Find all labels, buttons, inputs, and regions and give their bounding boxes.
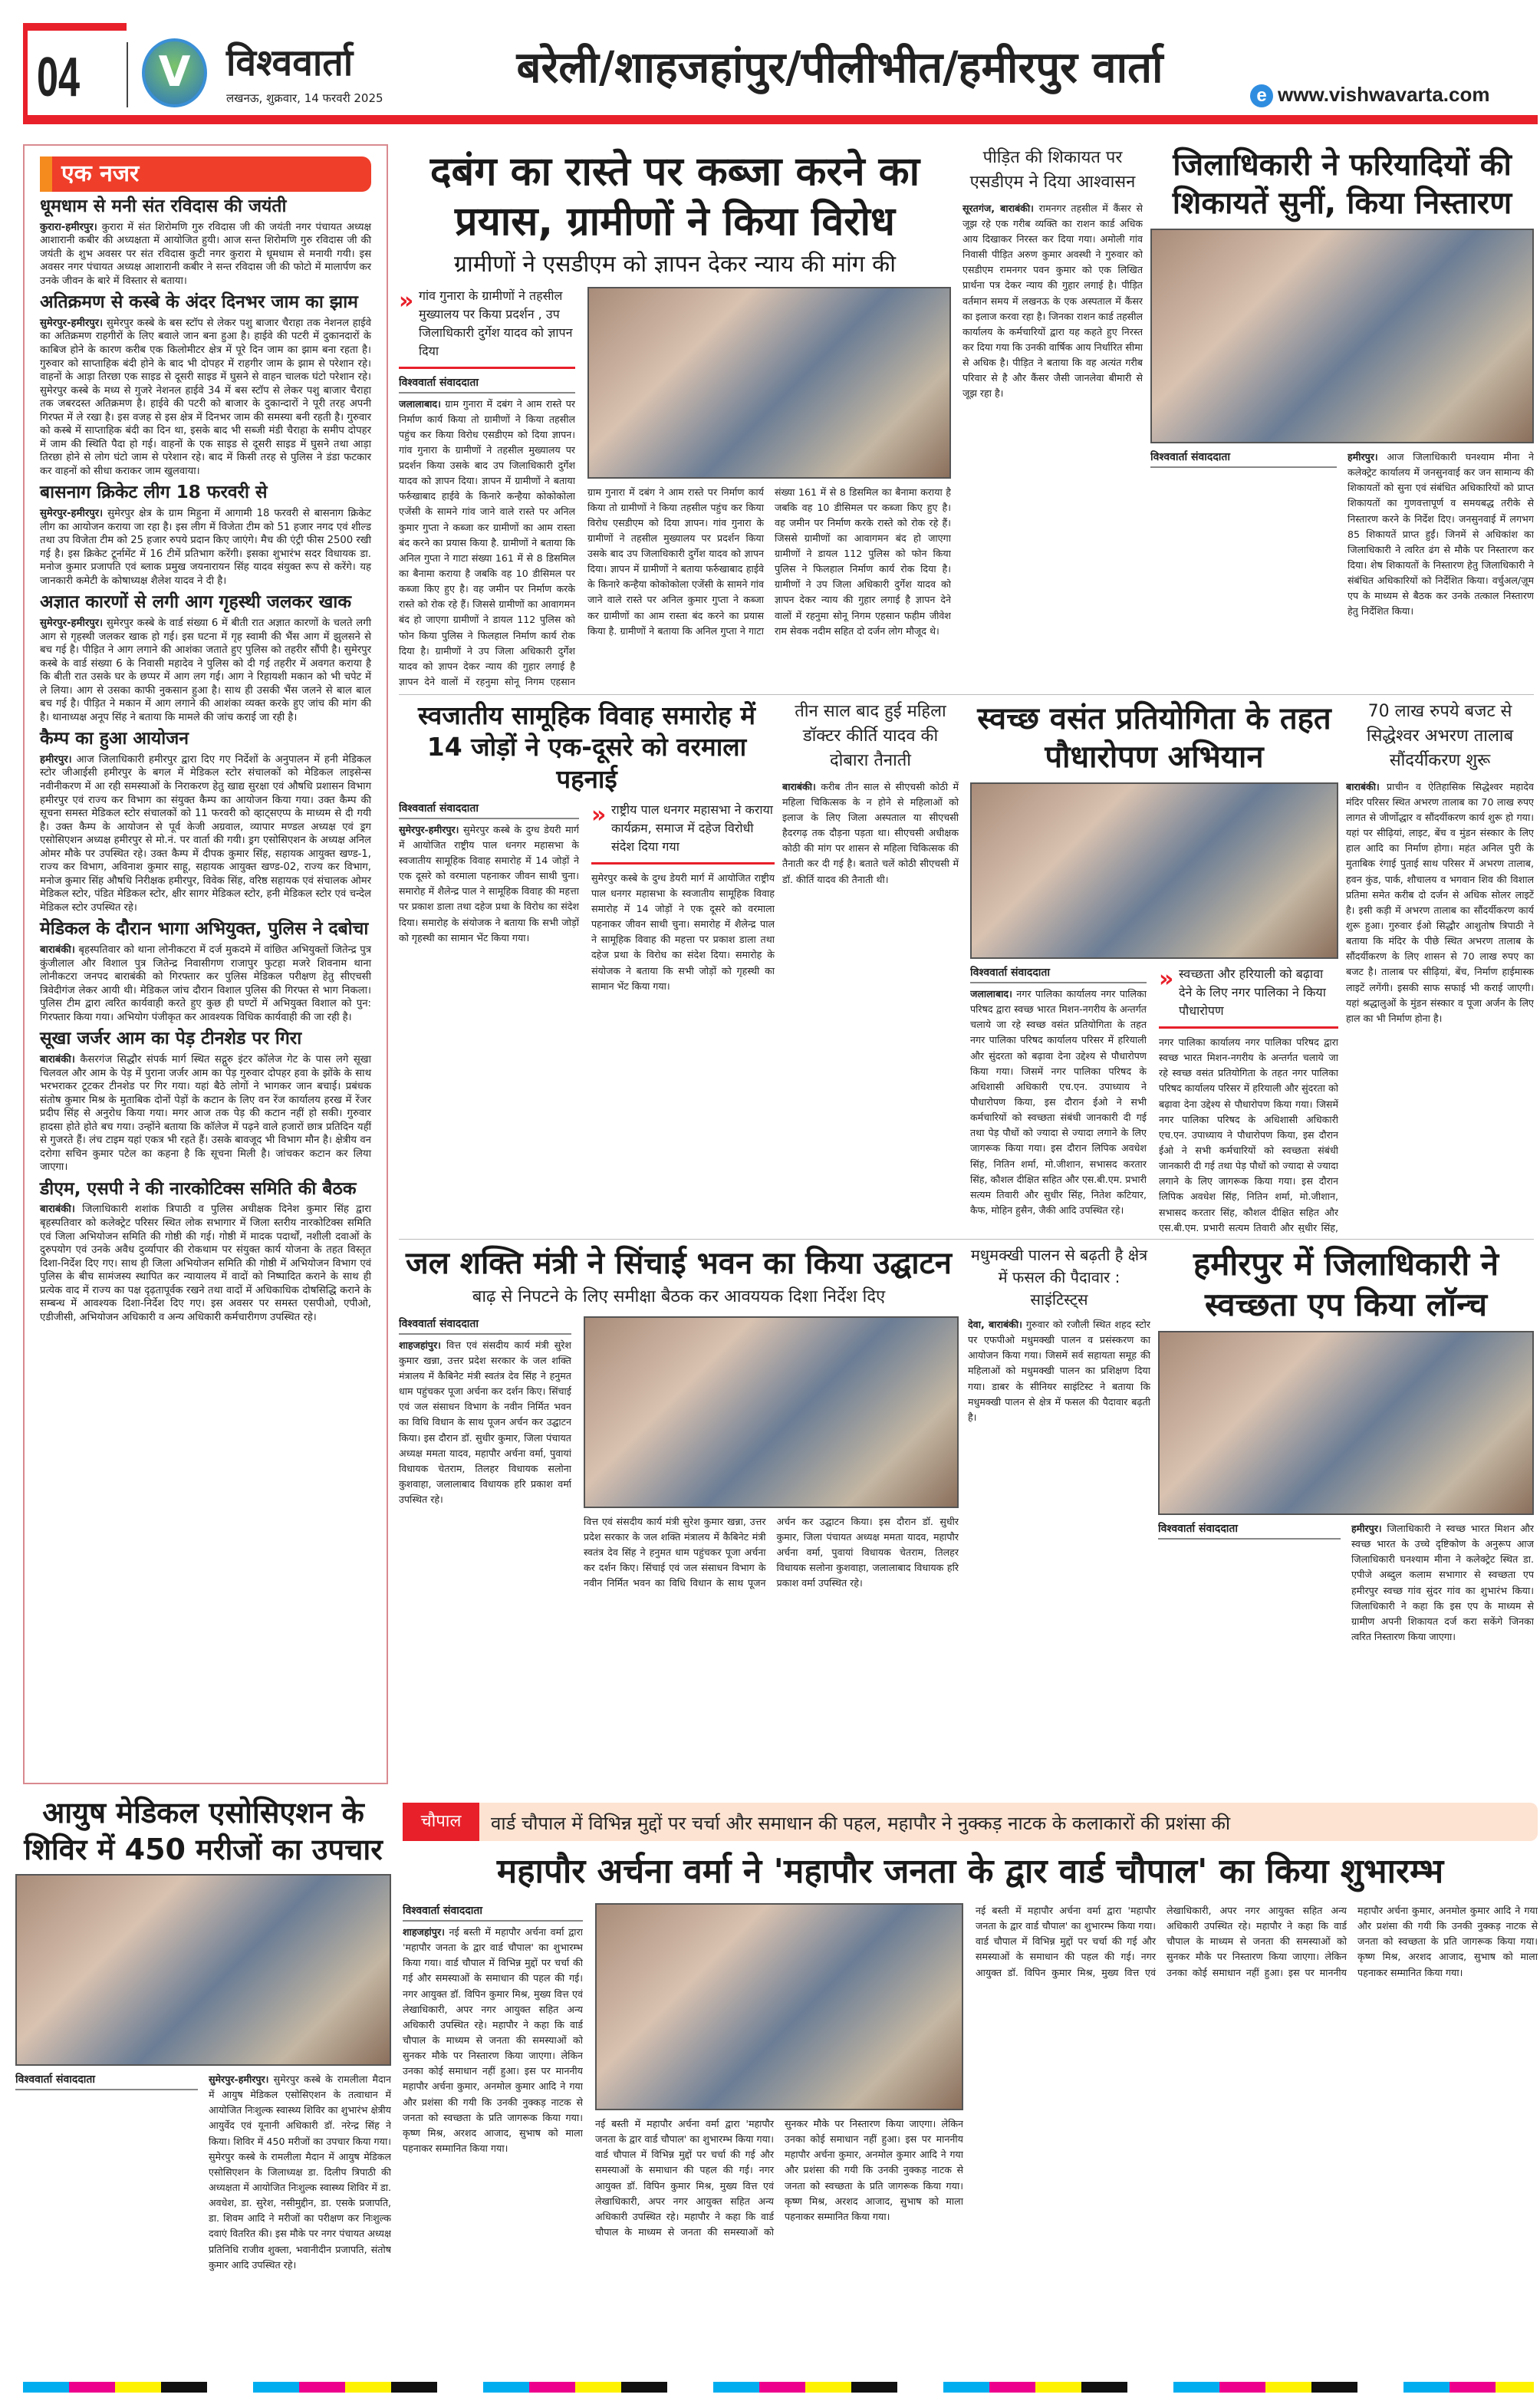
brief-text: सुमेरपुर कस्बे के वार्ड संख्या 6 में बीती रात अज्ञात कारणों के चलते लगी आग से गृहस्थी जलकर खाक हो गई। इस घटना में गृह स्वामी की भैंस आग में झुलसने से बच गई है। पीड़ित ने आग लगाने की आशंका जताते हुए पुलिस को तहरीर सौंपी है। सुमेरपुर कस्बे के वार्ड संख्या 6 के निवासी महादेव ने पुलिस को दी गई तहरीर में अवगत कराया है कि बीती रात उसके घर के छप्पर में आग लग गई। आग ने रिहायशी मकान को भी चपेट में ले लिया। आग से उसका काफी नुकसान हुआ है। साथ ही उसकी भैंस जलने से बाल बाल बच गई है। पीड़ित ने मकान में आग लगाने की आशंका व्यक्त करके हुए जांच की मांग की है। थानाध्यक्ष अनूप सिंह ने बताया कि मामले की जांच कराई जा रही है। xyxy=(40,617,371,723)
byline: विश्ववार्ता संवाददाता xyxy=(399,375,575,394)
ayush-story xyxy=(15,1795,391,2374)
dateline-place: सुमेरपुर-हमीरपुर। xyxy=(40,508,104,520)
dateline-place: जलालाबाद। xyxy=(399,397,441,410)
chaupal-headline-wrap xyxy=(403,1850,1538,1892)
jal-headline: जल शक्ति मंत्री ने सिंचाई भवन का किया उद्घाटन xyxy=(406,1246,952,1281)
dateline-place: सूरतगंज, बाराबंकी। xyxy=(962,202,1034,214)
website-url: www.vishwavarta.com xyxy=(1278,83,1490,106)
jal-body-continued: वित्त एवं संसदीय कार्य मंत्री सुरेश कुमार खन्ना, उत्तर प्रदेश सरकार के जल शक्ति मंत्रालय में कैबिनेट मंत्री स्वतंत्र देव सिंह ने हनुमत धाम पहुंचकर पूजा अर्चना कर दर्शन किए। सिंचाई एवं जल संसाधन विभाग के नवीन निर्मित भवन का विधि विधान के साथ पूजन अर्चन कर उद्घाटन किया। इस दौरान डॉ. सुधीर कुमार, जिला पंचायत अध्यक्ष ममता यादव, महापौर अर्चना वर्मा, पुवायां विधायक चेतराम, तिलहर विधायक सलोना कुशवाहा, जलालाबाद विधायक हरि प्रकाश वर्मा उपस्थित रहे। xyxy=(584,1515,959,1589)
byline: विश्ववार्ता संवाददाता xyxy=(1150,450,1337,468)
byline: विश्ववार्ता संवाददाता xyxy=(15,2072,198,2090)
chaupal-photo xyxy=(595,1903,963,2110)
header-red-bar xyxy=(23,115,1538,124)
jal-story xyxy=(399,1244,959,1781)
plantation-highlight: » स्वच्छता और हरियाली को बढ़ावा देने के लिए नगर पालिका ने किया पौधारोपण xyxy=(1159,965,1338,1029)
app-photo xyxy=(1158,1331,1534,1515)
jal-subhead: बाढ़ से निपटने के लिए समीक्षा बैठक कर आवययक दिशा निर्देश दिए xyxy=(472,1287,886,1306)
newspaper-logo-icon: V xyxy=(142,38,207,107)
brief-body xyxy=(40,1053,371,1174)
brief-headline: धूमधाम से मनी संत रविदास की जयंती xyxy=(40,196,287,216)
chaupal-story xyxy=(403,1803,1538,2374)
dateline-place: सुमेरपुर-हमीरपुर। xyxy=(399,823,459,835)
website-link[interactable] xyxy=(1250,83,1489,107)
brief-text: सुमेरपुर कस्बे के बस स्टॉप से लेकर पशु बाजार चैराहा तक नेशनल हाईवे का अतिक्रमण राहगीरों के लिए बवाले जान बना हुआ है। हाईवे की पटरी में दुकानदारों के काबिज होने के कारण करीब एक किलोमीटर क्षेत्र में पूरे दिन जाम का झाम बना रहता है। गुरुवार को साप्ताहिक बंदी होने के बाद भी दोपहर में राहगीर जाम के झाम से परेशान रहे। वाहनों के आड़ा तिरछा एक साइड से दूसरी साइड में घुसने से वाहन चालक घंटो परेशान रहे। सुमेरपुर कस्बे के मध्य से गुजरे नेशनल हाईवे 34 में बस स्टॉप से लेकर पशु बाजार चैराहा तक जबरदस्त अतिक्रमण है। हाईवे की पटरी को बाजार के दुकान्दारों ने पूरी तरह अपनी गिरफ्त में ले रखा है। इस वजह से इस क्षेत्र में दिनभर जाम की समस्या बनी रहती है। गुरुवार को कस्बे में साप्ताहिक बंदी का दिन था, इसके बाद भी सब्जी मंडी चैराहा के समीप दोपहर में जाम की स्थिति पैदा हो गई। वाहनों के एक साइड से दूसरी साइड में घुसने तथा आड़ा तिरछा होने से लोग घंटो जाम से परेशान रहे। बाद में किसी तरह से पुलिस ने डंडा फटकार कर वाहनों को सीधा कराकर जाम खुलवाया। xyxy=(40,317,371,477)
dateline-place: हमीरपुर। xyxy=(1348,451,1378,463)
sdm-body: रामनगर तहसील में कैंसर से जूझ रहे एक गरीब व्यक्ति का राशन कार्ड अधिक आय दिखाकर निरस्त कर दिया गया। अमोली गांव निवासी पीड़ित अरुण कुमार अवस्थी ने गुरुवार को एसडीएम रामनगर पवन कुमार को एक लिखित प्रार्थना पत्र देकर न्याय की गुहार लगाई है। पीड़ित वर्तमान समय में लखनऊ के एक अस्पताल में कैंसर का इलाज करवा रहा है। जिनका राशन कार्ड तहसील कार्यालय के कर्मचारियों द्वारा यह कहते हुए निरस्त कर दिया गया कि उनकी वार्षिक आय निर्धारित सीमा से अधिक है। पीड़ित ने बताया कि वह अत्यंत गरीब परिवार से है और कैंसर जैसी जानलेवा बीमारी से जूझ रहा है। xyxy=(962,202,1143,400)
brief-headline: बासनाग क्रिकेट लीग 18 फरवरी से xyxy=(40,483,268,503)
brief-headline: कैम्प का हुआ आयोजन xyxy=(40,729,189,749)
dm-body: आज जिलाधिकारी घनश्याम मीना ने कलेक्ट्रेट कार्यालय में जनसुनवाई कर जन सामान्य की शिकायतों को सुना एवं संबंधित अधिकारियों को प्राप्त शिकायतों का गुणवत्तापूर्ण व समयबद्ध तरीके से निस्तारण करने के निर्देश दिए। जनसुनवाई में लगभग 85 शिकायतें प्राप्त हुईं। जिनमें से अधिकांश का जिलाधिकारी ने त्वरित ढंग से मौके पर निस्तारण कर दिया। शेष शिकायतों के निस्तारण हेतु जिलाधिकारी ने संबंधित अधिकारियों को निर्देशित किया। वर्चुअल/ज़ूम एप के माध्यम से बैठक कर उनके तत्काल निस्तारण हेतु निर्देशित किया। xyxy=(1348,451,1534,618)
chaupal-kicker-wrap xyxy=(491,1810,1526,1836)
edition-title: बरेली/शाहजहांपुर/पीलीभीत/हमीरपुर वार्ता xyxy=(516,43,1163,93)
divider xyxy=(127,42,128,107)
page-tab-accent xyxy=(23,23,127,31)
pond-body: प्राचीन व ऐतिहासिक सिद्धेश्वर महादेव मंदिर परिसर स्थित अभरण तालाब का 70 लाख रुपए लागत से जीर्णोद्धार व सौंदर्यीकरण कार्य शुरू हो गया। यहां पर सीढ़ियां, लाइट, बेंच व मुंडन संस्कार के लिए हाल आदि का निर्माण होगा। महंत अनिल पुरी के मुताबिक रंगाई पुताई साथ परिसर में अभरण तालाब, हवन कुंड, पार्क, शौचालय व भगवान शिव की विशाल प्रतिमा समेत करीब दो दर्जन से अधिक सोलर लाइटें है। इसी कड़ी में अभरण तालाब का सौंदर्यीकरण कार्य शुरू हुआ। गुरुवार ईओ सिद्धौर आशुतोष त्रिपाठी ने बताया कि मंदिर के पीछे स्थित अभरण तालाब के सौंदर्यीकरण के लिए शासन से 70 लाख रुपए का बजट है। तालाब पर सीढ़ियां, बेंच, निर्माण हाईमास्क लाइटें लगेंगी। इसकी साफ सफाई भी कराई जाएगी। यहां श्रद्धालुओं के मुंडन संस्कार व पूजा अर्जन के लिए हाल का भी निर्माण होना है। xyxy=(1346,780,1534,1024)
brief-headline: अतिक्रमण से कस्बे के अंदर दिनभर जाम का झाम xyxy=(40,292,358,313)
color-registration-bar xyxy=(23,2382,1534,2393)
app-headline: हमीरपुर में जिलाधिकारी ने स्वच्छता एप किया लॉन्च xyxy=(1193,1245,1499,1323)
divider xyxy=(399,1239,1534,1240)
dm-body-block xyxy=(1150,450,1534,690)
dateline-place: कुरारा-हमीरपुर। xyxy=(40,221,97,233)
plantation-story xyxy=(970,700,1338,1233)
plantation-body-continued: नगर पालिका कार्यालय नगर पालिका परिषद द्वारा स्वच्छ भारत मिशन-नगरीय के अन्तर्गत चलाये जा रहे स्वच्छ वसंत प्रतियोगिता के तहत नगर पालिका परिषद कार्यालय परिसर में हरियाली और सुंदरता को बढ़ावा देना उद्देश्य से पौधारोपण किया गया। जिसमें नगर पालिका परिषद के अधिशासी अधिकारी एच.एन. उपाध्याय ने पौधारोपण किया, इस दौरान ईओ ने सभी कर्मचारियों को स्वच्छता संबंधी जानकारी दी गई तथा पेड़ पौधों को ज्यादा से ज्यादा लगाने के लिए जागरूक किया गया। इस दौरान लिपिक अवधेश सिंह, नितिन शर्मा, मो.जीशान, सभासद करतार सिंह, कौशल दीक्षित सहित और एस.बी.एम. प्रभारी सत्यम तिवारी और सुधीर सिंह, xyxy=(1159,1036,1338,1233)
sdm-story xyxy=(962,146,1143,690)
bee-story xyxy=(968,1244,1150,1781)
doctor-story xyxy=(782,700,959,1233)
pond-headline: 70 लाख रुपये बजट से सिद्धेश्वर अभरण तालाब सौंदर्यीकरण शुरू xyxy=(1366,702,1514,770)
brief-text: सुमेरपुर क्षेत्र के ग्राम मिहुना में आगामी 18 फरवरी से बासनाग क्रिकेट लीग का आयोजन कराया जा रहा है। इस लीग में विजेता टीम को 51 हजार नगद एवं शील्ड तथा उप विजेता टीम को 25 हजार रुपये प्रदान किए जाएंगे। मैच की एंट्री फीस 2500 रखी गई है। इस क्रिकेट टूर्नामेंट में 16 टीमें प्रतिभाग करेंगी। इसका शुभारंभ सदर विधायक डा. मनोज कुमार प्रजापति एवं ब्लाक प्रमुख जयनारायन सिंह यादव संयुक्त रूप से करेंगे। यह जानकारी कमेटी के कोषाध्यक्ष शैलेश यादव ने दी है। xyxy=(40,508,371,587)
chaupal-body-right: नई बस्ती में महापौर अर्चना वर्मा द्वारा 'महापौर जनता के द्वार वार्ड चौपाल' का शुभारम्भ किया गया। वार्ड चौपाल में विभिन्न मुद्दों पर चर्चा की गई और समस्याओं के समाधान की पहल की गई। नगर आयुक्त डॉ. विपिन कुमार मिश्र, मुख्य वित्त एवं लेखाधिकारी, अपर नगर आयुक्त सहित अन्य अधिकारी उपस्थित रहे। महापौर ने कहा कि वार्ड चौपाल के माध्यम से जनता की समस्याओं को सुनकर मौके पर निस्तारण किया जाएगा। लेकिन उनका कोई समाधान नहीं हुआ। इस पर माननीय महापौर अर्चना कुमार, अनमोल कुमार आदि ने गया और प्रशंसा की गयी कि उनकी नुक्कड़ नाटक से जनता को स्वच्छता के प्रति जागरूक किया गया। कृष्ण मिश्र, अरशद आजाद, सुभाष को माला पहनाकर सम्मानित किया गया। xyxy=(976,1905,1538,1978)
brief-text: कैसरगंज सिद्धौर संपर्क मार्ग स्थित सद्गुरु इंटर कॉलेज गेट के पास लगे सूखा चिलवल और आम के पेड़ में पुराना जर्जर आम का पेड़ गुरुवार दोपहर हवा के झोंके के साथ भरभराकर टूटकर टीनशेड पर गिर गया। यहां बैठे लोगों ने भागकर जान बचाई। प्रबंधक संतोष कुमार मिश्र के मुताबिक दोनों पेड़ों के कटान के लिए वन रेंज कार्यालय हरख में रेंजर प्रदीप सिंह से अनुरोध किया गया। मगर आज तक पेड़ की कटान नहीं हो सकी। गुरुवार हादसा होते होते बच गया। उन्होंने बताया कि कॉलेज में पढ़ने वाले हजारों छात्र प्रतिदिन यहीं से गुजरते हैं। लंच टाइम यहां एकत्र भी रहते हैं। उसके बावजूद भी विभाग मौन है। क्षेत्रीय वन दरोगा सचिन कुमार पटेल का कहना है कि सूचना मिली है। जांचकर कटान कर लिया जाएगा। xyxy=(40,1053,371,1174)
sdm-headline: पीड़ित की शिकायत पर एसडीएम ने दिया आश्वासन xyxy=(969,148,1136,192)
dateline-place: बाराबंकी। xyxy=(1346,780,1380,792)
ek-nazar-section xyxy=(23,144,388,1784)
plantation-headline: स्वच्छ वसंत प्रतियोगिता के तहत पौधारोपण अभियान xyxy=(977,701,1331,775)
brief-headline: मेडिकल के दौरान भागा अभियुक्त, पुलिस ने दबोचा xyxy=(40,919,369,940)
dateline-place: हमीरपुर। xyxy=(40,753,72,766)
browser-icon: e xyxy=(1250,84,1273,107)
brief-headline: सूखा जर्जर आम का पेड़ टीनशेड पर गिरा xyxy=(40,1029,302,1049)
brief-text: जिलाधिकारी शशांक त्रिपाठी व पुलिस अधीक्षक दिनेश कुमार सिंह द्वारा बृहस्पतिवार को कलेक्ट्रेट परिसर स्थित लोक सभागार में जिला स्तरीय नारकोटिक्स समिति एवं जिला अभियोजन समिति की गोष्ठी की गई। गोष्ठी में मादक पदार्थों, नशीली दवाओं के दुरुपयोग एवं उनके अवैध दुर्व्यापार की रोकथाम पर संयुक्त कार्य योजना के तहत विस्तृत दिशा-निर्देश दिए गए। साथ ही जिला अभियोजन समिति की गोष्ठी में अभियोजन विभाग एवं पुलिस के बीच सामंजस्य स्थापित कर न्यायालय में वादों को निष्पादित कराने के साथ ही प्रत्येक वाद में राज्य का पक्ष दृढ़तापूर्वक रखने तथा वादों में अधिकाधिक दोषसिद्धि कराने के सम्बन्ध में आवश्यक दिशा-निर्देश दिए गए। इस अवसर पर समस्त एसपीओ, एपीओ, एडीजीसी, अभियोजन अधिकारी व अन्य अधिकारी कर्मचारीगण उपस्थित रहे। xyxy=(40,1204,371,1323)
dateline-place: शाहजहांपुर। xyxy=(403,1926,445,1938)
dateline: लखनऊ, शुक्रवार, 14 फरवरी 2025 xyxy=(226,91,383,105)
ayush-headline: आयुष मेडिकल एसोसिएशन के शिविर में 450 मरीजों का उपचार xyxy=(24,1796,383,1866)
ayush-body: सुमेरपुर कस्बे के रामलीला मैदान में आयुष मेडिकल एसोसिएशन के तत्वाधान में आयोजित निःशुल्क स्वास्थ्य शिविर का शुभारंभ क्षेत्रीय आयुर्वेद एवं यूनानी अधिकारी डॉ. नरेन्द्र सिंह ने किया। शिविर में 450 मरीजों का उपचार किया गया। सुमेरपुर कस्बे के रामलीला मैदान में आयुष मेडिकल एसोसिएशन के जिलाध्यक्ष डा. दिलीप त्रिपाठी की अध्यक्षता में आयोजित निःशुल्क स्वास्थ्य शिविर में डा. अवधेश, डा. सुरेश, नसीमुद्दीन, डा. एसके प्रजापति, डा. शिवम आदि ने मरीजों का परीक्षण कर निःशुल्क दवाएं वितरित की। इस मौके पर नगर पंचायत अध्यक्ष प्रतिनिधि राजीव शुक्ला, भवानीदीन प्रजापति, संतोष कुमार आदि उपस्थित रहे। xyxy=(209,2073,391,2271)
bee-headline: मधुमक्खी पालन से बढ़ती है क्षेत्र में फसल की पैदावार : साइंटिस्ट्स xyxy=(970,1246,1148,1309)
chaupal-banner xyxy=(403,1803,1538,1841)
ayush-body-block xyxy=(15,2072,391,2374)
byline: विश्ववार्ता संवाददाता xyxy=(399,801,579,819)
doctor-body: करीब तीन साल से सीएचसी कोठी में महिला चिकित्सक के न होने से महिलाओं को इलाज के लिए जिला अस्पताल या सीएचसी हैदरगढ़ तक दौड़ना पड़ता था। सीएचसी अधीक्षक कोठी की मांग पर शासन से महिला चिकित्सक की तैनाती कर दी गई है। बताते चलें कोठी सीएचसी में डॉ. कीर्ति यादव की तैनाती थी। xyxy=(782,780,959,885)
chaupal-headline: महापौर अर्चना वर्मा ने 'महापौर जनता के द्वार वार्ड चौपाल' का किया शुभारम्भ xyxy=(496,1852,1444,1891)
dateline-place: हमीरपुर। xyxy=(1351,1523,1382,1534)
divider xyxy=(399,694,1534,695)
chaupal-body-continued: नई बस्ती में महापौर अर्चना वर्मा द्वारा 'महापौर जनता के द्वार वार्ड चौपाल' का शुभारम्भ किया गया। वार्ड चौपाल में विभिन्न मुद्दों पर चर्चा की गई और समस्याओं के समाधान की पहल की गई। नगर आयुक्त डॉ. विपिन कुमार मिश्र, मुख्य वित्त एवं लेखाधिकारी, अपर नगर आयुक्त सहित अन्य अधिकारी उपस्थित रहे। महापौर ने कहा कि वार्ड चौपाल के माध्यम से जनता की समस्याओं को सुनकर मौके पर निस्तारण किया जाएगा। लेकिन उनका कोई समाधान नहीं हुआ। इस पर माननीय महापौर अर्चना कुमार, अनमोल कुमार आदि ने गया और प्रशंसा की गयी कि उनकी नुक्कड़ नाटक से जनता को स्वच्छता के प्रति जागरूक किया गया। कृष्ण मिश्र, अरशद आजाद, सुभाष को माला पहनाकर सम्मानित किया गया। xyxy=(595,2118,963,2238)
jal-photo xyxy=(584,1316,959,1508)
dateline-place: देवा, बाराबंकी। xyxy=(968,1319,1022,1330)
brief-body xyxy=(40,1203,371,1324)
chaupal-kicker: वार्ड चौपाल में विभिन्न मुद्दों पर चर्चा और समाधान की पहल, महापौर ने नुक्कड़ नाटक के कलाकारों की प्रशंसा की xyxy=(491,1813,1231,1834)
plantation-photo xyxy=(970,782,1338,959)
doctor-headline: तीन साल बाद हुई महिला डॉक्टर कीर्ति यादव की दोबारा तैनाती xyxy=(795,702,946,770)
dateline-place: सुमेरपुर-हमीरपुर। xyxy=(40,617,104,629)
brief-body xyxy=(40,944,371,1024)
ayush-photo xyxy=(15,1874,391,2066)
dateline-place: जलालाबाद। xyxy=(970,988,1012,1000)
byline: विश्ववार्ता संवाददाता xyxy=(1158,1521,1341,1540)
marriage-highlight: » राष्ट्रीय पाल धनगर महासभा ने कराया कार्यक्रम, समाज में दहेज विरोधी संदेश दिया गया xyxy=(591,801,775,865)
dateline-place: बाराबंकी। xyxy=(40,1204,75,1216)
dm-headline: जिलाधिकारी ने फरियादियों की शिकायतें सुनीं, किया निस्तारण xyxy=(1172,147,1512,221)
lead-body: ग्राम गुनारा में दबंग ने आम रास्ते पर निर्माण कार्य किया तो ग्रामीणों ने किया तहसील पहुंच कर किया विरोध एसडीएम को दिया ज्ञापन। गांव गुनारा के ग्रामीणों ने तहसील मुख्यालय पर प्रदर्शन किया उसके बाद उप जिलाधिकारी दुर्गेश यादव को ज्ञापन दिया। ज्ञापन में ग्रामीणों ने बताया फर्रुखाबाद हाईवे के किनारे कन्हैया कोकोकोला एजेंसी के सामने गांव जाने वाले रास्ते पर अनिल कुमार गुप्ता ने कब्जा कर ग्रामीणों का आम रास्ता बंद करने का प्रयास किया है. ग्रामीणों ने बताया कि अनिल गुप्ता ने गाटा संख्या 161 में से 8 डिसमिल का बैनामा कराया है जबकि वह 10 डीसिमल पर कब्जा किए हुए है। वह जमीन पर निर्माण करके रास्ते को रोक रहे हैं। जिससे ग्रामीणों का आवागमन बंद हो जाएगा ग्रामीणों ने डायल 112 पुलिस को फोन किया पुलिस ने फिलहाल निर्माण कार्य रोक दिया है। ग्रामीणों ने उप जिला अधिकारी दुर्गेश यादव को ज्ञापन देकर न्याय की गुहार लगाई है ज्ञापन देने वालों में रहनुमा सोनू निगम एहसान xyxy=(399,397,575,688)
brief-headline: अज्ञात कारणों से लगी आग गृहस्थी जलकर खाक xyxy=(40,592,352,613)
section-tag: चौपाल xyxy=(403,1803,479,1841)
dateline-place: सुमेरपुर-हमीरपुर। xyxy=(40,317,104,329)
page-number: 04 xyxy=(37,47,81,108)
lead-story xyxy=(399,147,951,690)
marriage-headline: स्वजातीय सामूहिक विवाह समारोह में 14 जोड़ों ने एक-दूसरे को वरमाला पहनाई xyxy=(418,700,755,794)
app-body-block xyxy=(1158,1521,1534,1781)
lead-body-continued: ग्राम गुनारा में दबंग ने आम रास्ते पर निर्माण कार्य किया तो ग्रामीणों ने किया तहसील पहुंच कर किया विरोध एसडीएम को दिया ज्ञापन। गांव गुनारा के ग्रामीणों ने तहसील मुख्यालय पर प्रदर्शन किया उसके बाद उप जिलाधिकारी दुर्गेश यादव को ज्ञापन दिया। ज्ञापन में ग्रामीणों ने बताया फर्रुखाबाद हाईवे के किनारे कन्हैया कोकोकोला एजेंसी के सामने गांव जाने वाले रास्ते पर अनिल कुमार गुप्ता ने कब्जा कर ग्रामीणों का आम रास्ता बंद करने का प्रयास किया है. ग्रामीणों ने बताया कि अनिल गुप्ता ने गाटा संख्या 161 में से 8 डिसमिल का बैनामा कराया है जबकि वह 10 डीसिमल पर कब्जा किए हुए है। वह जमीन पर निर्माण करके रास्ते को रोक रहे हैं। जिससे ग्रामीणों का आवागमन बंद हो जाएगा ग्रामीणों ने डायल 112 पुलिस को फोन किया पुलिस ने फिलहाल निर्माण कार्य रोक दिया है। ग्रामीणों ने उप जिला अधिकारी दुर्गेश यादव को ज्ञापन देकर न्याय की गुहार लगाई है ज्ञापन देने वालों में रहनुमा सोनू निगम एहसान फहीम जीवेश राम सेवक नदीम सहित दो दर्जन लोग मौजूद थे। xyxy=(587,486,951,637)
brief-text: आज जिलाधिकारी हमीरपुर द्वारा दिए गए निर्देशों के अनुपालन में हनी मेडिकल स्टोर जीआईसी हमीरपुर के बगल में मेडिकल स्टोर संचालकों को मेडिकल लाइसेन्स नवीनीकरण में आ रही समस्याओं के निराकरण हेतु खाद्य सुरक्षा एवं औषधि प्रशासन विभाग हमीरपुर एवं राज्य कर विभाग का संयुक्त कैम्प का आयोजन किया गया। उक्त कैम्प की सूचना समस्त मेडिकल स्टोर संचालकों को 11 फरवरी को व्हाट्सएप्प के माध्यम से दी गयी है। उक्त कैम्प के आयोजन से पूर्व केजी अग्रवाल, व्यापार मण्डल अध्यक्ष एवं ड्रग एसोसिएशन अध्यक्ष हमीरपुर से मो.नं. पर वार्ता की गयी। ड्रग एसोसिएशन के अध्यक्ष अनिल ओमर मौके पर उपस्थित रहे। उक्त कैम्प में दीपक कुमार सिंह, सहायक आयुक्त खण्ड-1, राज्य कर विभाग, अविनाश कुमार साहू, सहायक आयुक्त खण्ड-02, राज्य कर विभाग, मनोज कुमार सिंह औषधि निरीक्षक हमीरपुर, विवेक सिंह, वरिष्ठ सहायक एवं संचालक ओमर मेडिकल स्टोर, पंडित मेडिकल स्टोर, क्षीर सागर मेडिकल स्टोर, हनी मेडिकल स्टोर एवं चन्देल मेडिकल स्टोर उपस्थित रहे। xyxy=(40,753,371,914)
brief-text: कुरारा में संत शिरोमणि गुरु रविदास जी की जयंती नगर पंचायत अध्यक्ष आशारानी कबीर की अध्यक्षता में आयोजित हुयी। आज सन्त शिरोमणि गुरु रविदास जी की जयंती के शुभ अवसर पर संत रविदास कुटी नगर कुरारा मे धूमधाम से मनायी गयी। इस अवसर नगर पंचायत अध्यक्ष आशारानी कबीर ने सन्त रविदास जी की फोटो में मालार्पण कर उनके जीवन के बारे में विस्तार से बताया। xyxy=(40,221,371,287)
dateline-place: बाराबंकी। xyxy=(40,944,75,957)
dateline-place: बाराबंकी। xyxy=(40,1053,75,1065)
lead-highlight: » गांव गुनारा के ग्रामीणों ने तहसील मुख्यालय पर किया प्रदर्शन , उप जिलाधिकारी दुर्गेश यादव को ज्ञापन दिया xyxy=(399,287,575,369)
newspaper-brand: विश्ववार्ता xyxy=(226,41,354,84)
chaupal-body: नई बस्ती में महापौर अर्चना वर्मा द्वारा 'महापौर जनता के द्वार वार्ड चौपाल' का शुभारम्भ किया गया। वार्ड चौपाल में विभिन्न मुद्दों पर चर्चा की गई और समस्याओं के समाधान की पहल की गई। नगर आयुक्त डॉ. विपिन कुमार मिश्र, मुख्य वित्त एवं लेखाधिकारी, अपर नगर आयुक्त सहित अन्य अधिकारी उपस्थित रहे। महापौर ने कहा कि वार्ड चौपाल के माध्यम से जनता की समस्याओं को सुनकर मौके पर निस्तारण किया जाएगा। लेकिन उनका कोई समाधान नहीं हुआ। इस पर माननीय महापौर अर्चना कुमार, अनमोल कुमार आदि ने गया और प्रशंसा की गयी कि उनकी नुक्कड़ नाटक से जनता को स्वच्छता के प्रति जागरूक किया गया। कृष्ण मिश्र, अरशद आजाद, सुभाष को माला पहनाकर सम्मानित किया गया। xyxy=(403,1926,583,2154)
marriage-body-continued: सुमेरपुर कस्बे के दुग्ध डेयरी मार्ग में आयोजित राष्ट्रीय पाल धनगर महासभा के स्वजातीय सामूहिक विवाह समारोह में 14 जोड़ों ने एक दूसरे को वरमाला पहनाकर जीवन साथी चुना। समारोह में शैलेन्द्र पाल ने सामूहिक विवाह की महत्ता पर प्रकाश डाला तथा दहेज प्रथा के विरोध का संदेश दिया। समारोह के संयोजक ने बताया कि सभी जोड़ों को गृहस्थी का सामान भेंट किया गया। xyxy=(591,871,775,992)
brief-text: बृहस्पतिवार को थाना लोनीकटरा में दर्ज मुकदमे में वांछित अभियुक्तों जितेन्द्र पुत्र कुंजीलाल और विशाल पुत्र जितेन्द्र निवासीगण राजापुर फुटहा मजरे शिवनाम थाना लोनीकटरा जनपद बाराबंकी को गिरफ्तार कर पुलिस मेडिकल परीक्षण हेतु सीएचसी त्रिवेदीगंज लेकर आयी थी। मेडिकल जांच दौरान विशाल पुलिस की गिरफ्त से भाग निकला। पुलिस टीम द्वारा त्वरित कार्यवाही करते हुए कुछ ही घण्टों में अभियुक्त विशाल को पुन: गिरफ्तार किया गया। अभियोग पंजीकृत कर आवश्यक विधिक कार्यवाही की जा रही है। xyxy=(40,944,371,1023)
marriage-story xyxy=(399,700,775,1233)
brief-body xyxy=(40,617,371,724)
edition-title-wrap xyxy=(445,37,1235,95)
byline: विश्ववार्ता संवाददाता xyxy=(970,965,1147,983)
brief-body xyxy=(40,507,371,588)
dm-photo xyxy=(1150,229,1534,443)
app-body: जिलाधिकारी ने स्वच्छ भारत मिशन और स्वच्छ भारत के उच्चे दृष्टिकोण के अनुरूप आज जिलाधिकारी घनश्याम मीना ने कलेक्ट्रेट स्थित डा. एपीजे अब्दुल कलाम सभागार से स्वच्छता एप हमीरपुर स्वच्छ गांव सुंदर गांव का शुभारंभ किया। जिलाधिकारी ने कहा कि इस एप के माध्यम से ग्रामीण अपनी शिकायत दर्ज करा सकेंगे जिनका त्वरित निस्तारण किया जाएगा। xyxy=(1351,1523,1534,1642)
brief-body xyxy=(40,317,371,479)
lead-subhead: ग्रामीणों ने एसडीएम को ज्ञापन देकर न्याय की मांग की xyxy=(454,251,896,278)
dateline-place: शाहजहांपुर। xyxy=(399,1339,441,1351)
dm-story xyxy=(1150,146,1534,690)
dateline-place: सुमेरपुर-हमीरपुर। xyxy=(209,2073,269,2085)
brief-body xyxy=(40,221,371,288)
dateline-place: बाराबंकी। xyxy=(782,780,816,792)
lead-headline: दबंग का रास्ते पर कब्जा करने का प्रयास, ग्रामीणों ने किया विरोध xyxy=(429,149,920,245)
marriage-body: सुमेरपुर कस्बे के दुग्ध डेयरी मार्ग में आयोजित राष्ट्रीय पाल धनगर महासभा के स्वजातीय सामूहिक विवाह समारोह में 14 जोड़ों ने एक दूसरे को वरमाला पहनाकर जीवन साथी चुना। समारोह में शैलेन्द्र पाल ने सामूहिक विवाह की महत्ता पर प्रकाश डाला तथा दहेज प्रथा के विरोध का संदेश दिया। समारोह के संयोजक ने बताया कि सभी जोड़ों को गृहस्थी का सामान भेंट किया गया। xyxy=(399,823,579,944)
app-story xyxy=(1158,1244,1534,1781)
section-label: एक नजर xyxy=(40,156,371,192)
byline: विश्ववार्ता संवाददाता xyxy=(399,1316,571,1335)
byline: विश्ववार्ता संवाददाता xyxy=(403,1903,583,1922)
header-frame-left xyxy=(23,23,28,123)
bee-body: गुरुवार को रजौली स्थित शहद स्टोर पर एफपीओ मधुमक्खी पालन व प्रसंस्करण का आयोजन किया गया। जिसमें सर्व सहायता समूह की महिलाओं को मधुमक्खी पालन का प्रशिक्षण दिया गया। डाबर के सीनियर साइंटिस्ट ने बताया कि मधुमक्खी पालन से क्षेत्र में फसल की पैदावार बढ़ती है। xyxy=(968,1319,1150,1423)
pond-story xyxy=(1346,700,1534,1233)
lead-photo xyxy=(587,287,951,479)
plantation-body: नगर पालिका कार्यालय नगर पालिका परिषद द्वारा स्वच्छ भारत मिशन-नगरीय के अन्तर्गत चलाये जा रहे स्वच्छ वसंत प्रतियोगिता के तहत नगर पालिका परिषद कार्यालय परिसर में हरियाली और सुंदरता को बढ़ावा देना उद्देश्य से पौधारोपण किया गया। जिसमें नगर पालिका परिषद के अधिशासी अधिकारी एच.एन. उपाध्याय ने पौधारोपण किया, इस दौरान ईओ ने सभी कर्मचारियों को स्वच्छता संबंधी जानकारी दी गई तथा पेड़ पौधों को ज्यादा से ज्यादा लगाने के लिए जागरूक किया गया। इस दौरान लिपिक अवधेश सिंह, नितिन शर्मा, मो.जीशान, सभासद करतार सिंह, कौशल दीक्षित सहित और एस.बी.एम. प्रभारी सत्यम तिवारी और सुधीर सिंह, नितेश कटियार, कैफ, मोहिन हुसैन, जैकी आदि उपस्थित रहे। xyxy=(970,988,1147,1216)
brief-body xyxy=(40,753,371,915)
jal-body: वित्त एवं संसदीय कार्य मंत्री सुरेश कुमार खन्ना, उत्तर प्रदेश सरकार के जल शक्ति मंत्रालय में कैबिनेट मंत्री स्वतंत्र देव सिंह ने हनुमत धाम पहुंचकर पूजा अर्चना कर दर्शन किए। सिंचाई एवं जल संसाधन विभाग के नवीन निर्मित भवन का विधि विधान के साथ पूजन अर्चन कर उद्घाटन किया। इस दौरान डॉ. सुधीर कुमार, जिला पंचायत अध्यक्ष ममता यादव, महापौर अर्चना वर्मा, पुवायां विधायक चेतराम, तिलहर विधायक सलोना कुशवाहा, जलालाबाद विधायक हरि प्रकाश वर्मा उपस्थित रहे। xyxy=(399,1339,571,1506)
brief-headline: डीएम, एसपी ने की नारकोटिक्स समिति की बैठक xyxy=(40,1178,357,1199)
